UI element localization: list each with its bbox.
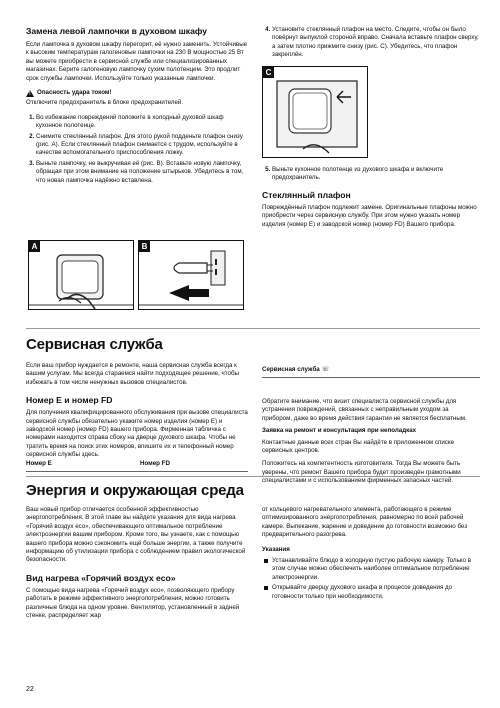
warning-title: Опасность удара током!: [37, 89, 112, 97]
fd-number-field[interactable]: [140, 460, 240, 468]
step-4: 4. Установите стеклянный плафон на место. Следите, чтобы он было повёрнут выпуклой стороной вправо. Сначала вставьте плафон сверху, а затем плотно прижмите снизу (рис. C). Убедитесь, что плафон закреплён.: [272, 26, 480, 60]
figure-b-drawing: [139, 241, 243, 309]
service-right: [262, 398, 480, 486]
step-5: 5. Выньте кухонное полотенце из духового шкафа и включите предохранитель.: [272, 166, 480, 183]
eco-title: Вид нагрева «Горячий воздух eco»: [26, 572, 176, 583]
step-2: 2. Снимите стеклянный плафон. Для этого рукой подденьте плафон снизу (рис. A). Если стеклянный плафон снимается с трудом, используйте в качестве вспомогательного приспособления ложку.: [36, 133, 248, 158]
enumber-title: Номер E и номер FD: [26, 395, 113, 406]
divider-service: [26, 328, 480, 329]
figure-a: [28, 240, 134, 310]
service-left: [26, 362, 248, 460]
service-note: Обратите внимание, что визит специалиста сервисной службы для устранения повреждений, связанных с неправильным уходом за прибором, даже во время действия гарантии не является бесплатным.: [262, 398, 467, 422]
warning-icon: [26, 90, 34, 97]
warning-text: Отключите предохранитель в блоке предохранителей.: [26, 99, 184, 107]
fd-number-label: Номер FD: [140, 460, 170, 467]
warning-heading: [26, 89, 248, 97]
glass-title: Стеклянный плафон: [262, 189, 351, 200]
figure-c: [262, 66, 368, 158]
service-underline: [262, 377, 480, 378]
page-number: 22: [26, 686, 34, 693]
lamp-steps-right-block: [262, 26, 480, 62]
trust-text: Положитесь на компетентность изготовителя. Тогда Вы можете быть уверены, что ремонт Вашего прибора будет произведён грамотными специалистами и с использованием фирменных запасных частей.: [262, 460, 461, 485]
lamp-step-5-block: [262, 166, 480, 229]
lamp-intro: Если лампочка в духовом шкафу перегорит, её нужно заменить. Устойчивые к высоким температурам галогеновые лампочки на 230 В мощностью 25 Вт вы можете приобрести в сервисной службе или специализированных магазинах. Берите галогеновую лампочку сухим полотенцем. Это продлит срок службы лампочки. Используйте только указанные лампочки.: [26, 41, 248, 82]
figure-c-drawing: [263, 67, 367, 157]
figure-c-label: C: [263, 67, 274, 78]
service-intro: Если ваш прибор нуждается в ремонте, наша сервисная служба всегда к вашим услугам. Мы всегда стараемся найти подходящее решение, чтобы избежать в том числе ненужных вызовов специалистов.: [26, 362, 239, 386]
lamp-steps-left: [26, 114, 248, 185]
figure-a-drawing: [29, 241, 133, 309]
order-text: Контактные данные всех стран Вы найдёте в приложенном списке сервисных центров.: [262, 438, 455, 455]
lamp-section: [26, 26, 248, 187]
glass-text: Повреждённый плафон подлежит замене. Оригинальные плафоны можно приобрести через сервисную службу. При этом нужно указать номер изделия (номер E) и заводской номер (номер FD) Вашего прибора.: [262, 203, 477, 228]
step-1: 1. Во избежание повреждений положите в холодный духовой шкаф кухонное полотенце.: [36, 114, 248, 131]
divider-energy: [26, 476, 480, 477]
energy-intro: Ваш новый прибор отличается особенной эффективностью энергопотребления. В этой главе вы найдете указания для вида нагрева «Горячий воздух eco», обеспечивающего оптимальное потребление электроэнергии вашим прибором. Кроме того, вы узнаете, как с помощью вашего прибора можно сэкономить ещё больше энергии, а также получите информацию об утилизации прибора с соблюдением правил экологической безопасности.: [26, 506, 246, 564]
e-number-field[interactable]: [26, 460, 126, 468]
field-underline: [26, 471, 248, 472]
eco-text: С помощью вида нагрева «Горячий воздух eco», позволяющего прибору работать в режиме эффективного энергопотребления, можно готовить различные блюда на одном уровне. Вентилятор, установленный в задней стенке, распределяет жар: [26, 586, 240, 620]
figure-a-label: A: [29, 241, 40, 252]
e-number-label: Номер E: [26, 460, 52, 467]
tips-title: Указания: [262, 545, 290, 553]
energy-left: [26, 506, 248, 620]
figure-b-label: B: [139, 241, 150, 252]
lamp-steps-right: [262, 26, 480, 60]
service-title: Сервисная служба: [26, 336, 163, 353]
service-phone-label: Сервисная служба ☏: [262, 366, 330, 373]
step-3: 3. Выньте лампочку, не выкручивая её (рис. B). Вставьте новую лампочку, обращая при этом внимание на положение штырьков. Убедитесь в том, что новая лампочка надёжно вставлена.: [36, 160, 248, 185]
order-title: Заявка на ремонт и консультация при неполадках: [262, 427, 417, 435]
enumber-text: Для получения квалифицированного обслуживания при вызове специалиста сервисной службы обязательно укажите номер изделия (номер E) и заводской номер (номер FD) вашего прибора. Фирменная табличка с номерами находится справа сбоку на дверце духового шкафа. Чтобы не тратить время на поиск этих номеров, впишите их и телефонный номер сервисной службы здесь.: [26, 409, 248, 459]
tip-2: Открывайте дверцу духового шкафа в процессе доведения до готовности только при необходимости.: [272, 584, 480, 601]
service-phone-field[interactable]: [262, 366, 480, 374]
figure-b: [138, 240, 244, 310]
energy-right-text: от кольцевого нагревательного элемента, работающего в режиме оптимизированного энергопотребления, равномерно по всей рабочей камере. Выпекание, жарение и доведение до готовности возможно без предварительного разогрева.: [262, 506, 468, 539]
lamp-title: Замена левой лампочки в духовом шкафу: [26, 26, 208, 36]
tips-list: [262, 557, 480, 601]
tip-1: Устанавливайте блюдо в холодную пустую рабочую камеру. Только в этом случае можно обеспечить наиболее оптимальное потребление электроэнергии.: [272, 557, 480, 582]
energy-right: [262, 506, 480, 603]
energy-title: Энергия и окружающая среда: [26, 482, 244, 499]
lamp-steps-right-2: [262, 166, 480, 183]
